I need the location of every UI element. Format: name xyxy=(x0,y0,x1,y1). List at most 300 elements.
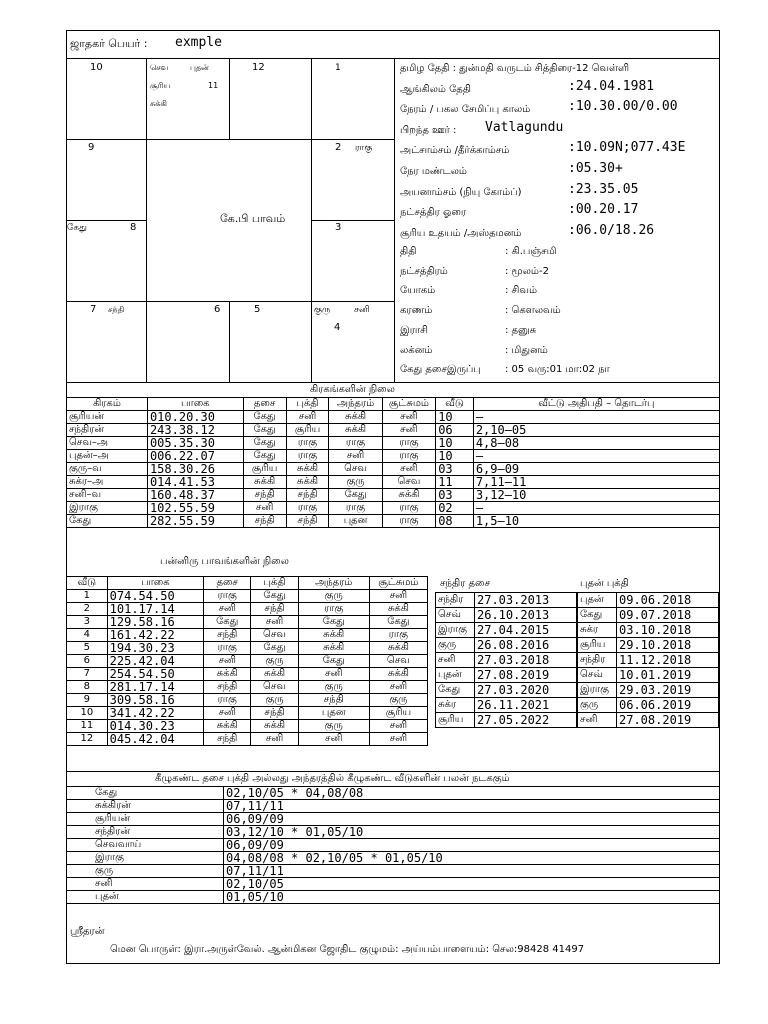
table-row xyxy=(578,623,719,638)
table-row xyxy=(67,642,428,655)
table-row xyxy=(436,623,577,638)
house-4: 4 xyxy=(334,322,341,333)
bhavas-cell: சனி xyxy=(251,733,298,746)
dasa-planet: சனி xyxy=(436,653,475,668)
table-row xyxy=(436,653,577,668)
detail-label: அயனாம்சம் (நியு கோம்ப்) xyxy=(400,186,522,198)
planets-cell: சுக்கி xyxy=(243,476,286,489)
planets-cell: புதன்–அ xyxy=(67,450,148,463)
dasa-planet: இராகு xyxy=(436,623,475,638)
planets-cell: 06 xyxy=(436,424,474,437)
chart-title: கே.பி பாவம் xyxy=(220,212,286,225)
planets-cell: சனி–வ xyxy=(67,489,148,502)
results-houses: 07,11/11 xyxy=(224,800,720,813)
table-row xyxy=(67,437,720,450)
detail-label: தமிழ தேதி : துன்மதி வருடம் சித்திரை-12 வெள்ளி xyxy=(400,63,630,74)
bhavas-cell: சந்தி xyxy=(204,629,251,642)
dasa-title: சந்திர தசை xyxy=(440,578,491,589)
house-9: 9 xyxy=(88,142,95,153)
detail-label: பிறந்த ஊர் : xyxy=(400,124,457,136)
signature: ஸ்ரீதரன் xyxy=(70,926,105,937)
bhavas-cell: ராகு xyxy=(204,642,251,655)
planets-cell: 005.35.30 xyxy=(147,437,243,450)
bhavas-cell: 10 xyxy=(67,707,108,720)
bhavas-cell: ராகு xyxy=(369,629,427,642)
detail-value: :10.30.00/0.00 xyxy=(568,99,678,115)
planets-cell: செவ xyxy=(329,463,382,476)
planets-cell: சனி xyxy=(382,463,436,476)
bhavas-cell: குரு xyxy=(298,720,369,733)
detail-value: :06.0/18.26 xyxy=(568,222,655,238)
dasa-date: 26.08.2016 xyxy=(475,638,577,653)
panchang-label: லக்னம் xyxy=(400,344,433,356)
bhavas-cell: செவ xyxy=(251,629,298,642)
detail-label: அட்சாம்சம் /தீர்க்காம்சம் xyxy=(400,145,510,157)
house-11-planet: சூரிய xyxy=(150,81,171,90)
house-11-planet: புதன் xyxy=(190,63,209,72)
detail-value: :00.20.17 xyxy=(568,202,639,218)
house-8-planet: கேது xyxy=(67,223,87,233)
planets-cell: 243.38.12 xyxy=(147,424,243,437)
house-8: 8 xyxy=(130,222,137,233)
table-row xyxy=(67,733,428,746)
bukthi-planet: சூரிய xyxy=(578,638,617,653)
planets-cell: சுக்கி xyxy=(286,463,329,476)
panchang-label: கரணம் xyxy=(400,305,433,317)
planets-cell: 010.20.30 xyxy=(147,411,243,424)
bhavas-cell: ராகு xyxy=(204,694,251,707)
bhavas-cell: கேது xyxy=(369,616,427,629)
name-label: ஜாதகர் பெயர் : xyxy=(70,37,148,50)
bukthi-title: புதன் புக்தி xyxy=(580,578,629,589)
planets-cell: 4,8–08 xyxy=(473,437,719,450)
detail-label: நேரம் / பகல சேமிப்பு காலம் xyxy=(400,104,531,116)
dasa-date: 27.04.2015 xyxy=(475,623,577,638)
bhavas-cell: 11 xyxy=(67,720,108,733)
planets-cell: – xyxy=(473,502,719,515)
table-row xyxy=(436,713,577,728)
house-3: 3 xyxy=(335,222,342,233)
table-row xyxy=(67,655,428,668)
bhavas-cell: சுக்கி xyxy=(369,668,427,681)
table-row xyxy=(67,865,720,878)
results-planet: சனி xyxy=(67,878,224,891)
bhavas-cell: சனி xyxy=(204,707,251,720)
panchang-label: கேது தசைஇருப்பு xyxy=(400,364,481,376)
dasa-planet: சுக்ர xyxy=(436,698,475,713)
planets-cell: 014.41.53 xyxy=(147,476,243,489)
bukthi-planet: இராகு xyxy=(578,683,617,698)
bhavas-cell: 254.54.50 xyxy=(107,668,203,681)
dasa-date: 27.03.2018 xyxy=(475,653,577,668)
planets-cell: செவ–அ xyxy=(67,437,148,450)
bhavas-cell: சுக்கி xyxy=(298,642,369,655)
planets-cell: 102.55.59 xyxy=(147,502,243,515)
planets-cell: சனி xyxy=(243,502,286,515)
bhavas-cell: சனி xyxy=(204,655,251,668)
bhavas-cell: குரு xyxy=(251,655,298,668)
bhavas-cell: சனி xyxy=(298,733,369,746)
table-row xyxy=(436,698,577,713)
table-row xyxy=(578,608,719,623)
detail-value: Vatlagundu xyxy=(485,119,564,135)
house-1: 1 xyxy=(335,63,341,73)
planets-cell: கேது xyxy=(243,411,286,424)
dasa-date: 27.03.2013 xyxy=(475,593,577,608)
house-5: 5 xyxy=(254,304,261,315)
bhavas-cell: சுக்கி xyxy=(204,668,251,681)
planets-cell: 282.55.59 xyxy=(147,515,243,528)
house-4-planet: சனி xyxy=(354,305,370,315)
detail-value: :05.30+ xyxy=(568,161,623,176)
bhavas-cell: சூரிய xyxy=(369,707,427,720)
panchang-label: இராசி xyxy=(400,324,428,336)
table-row xyxy=(578,713,719,728)
detail-label: நட்சத்திர ஓரை xyxy=(400,207,466,219)
bhavas-cell: சுக்கி xyxy=(369,603,427,616)
bhavas-cell: கேது xyxy=(298,616,369,629)
bukthi-table xyxy=(577,592,719,728)
bukthi-planet: சந்திர xyxy=(578,653,617,668)
planets-cell: ராகு xyxy=(382,450,436,463)
results-planet: சுக்கிரன் xyxy=(67,800,224,813)
planets-cell: ராகு xyxy=(382,437,436,450)
bhavas-cell: 6 xyxy=(67,655,108,668)
bhavas-cell: 194.30.23 xyxy=(107,642,203,655)
results-planet: இராகு xyxy=(67,852,224,865)
panchang-value: : மூலம்-2 xyxy=(505,265,549,277)
planets-cell: 158.30.26 xyxy=(147,463,243,476)
bhavas-header: வீடு xyxy=(67,577,108,590)
planets-cell: 006.22.07 xyxy=(147,450,243,463)
house-4-planet: குரு xyxy=(314,305,331,315)
results-planet: கேது xyxy=(67,787,224,800)
planets-cell: கேது xyxy=(67,515,148,528)
bukthi-date: 29.03.2019 xyxy=(617,683,719,698)
planets-cell: சனி xyxy=(286,411,329,424)
table-row xyxy=(67,616,428,629)
results-houses: 01,05/10 xyxy=(224,891,720,904)
planets-header: புக்தி xyxy=(286,398,329,411)
table-row xyxy=(67,463,720,476)
planets-cell: கேது xyxy=(243,450,286,463)
bhavas-cell: புதன xyxy=(298,707,369,720)
dasa-date: 26.10.2013 xyxy=(475,608,577,623)
planets-cell: சூரிய xyxy=(243,463,286,476)
bhavas-header: புக்தி xyxy=(251,577,298,590)
table-row xyxy=(436,668,577,683)
bukthi-date: 09.06.2018 xyxy=(617,593,719,608)
bhavas-cell: செவ xyxy=(251,681,298,694)
planets-cell: சூரியன் xyxy=(67,411,148,424)
table-row xyxy=(67,826,720,839)
planets-header: தசை xyxy=(243,398,286,411)
bhavas-cell: கேது xyxy=(251,642,298,655)
bhavas-cell: 045.42.04 xyxy=(107,733,203,746)
table-row xyxy=(67,629,428,642)
planets-cell: – xyxy=(473,450,719,463)
planets-cell: சனி xyxy=(382,411,436,424)
results-houses: 04,08/08 * 02,10/05 * 01,05/10 xyxy=(224,852,720,865)
bhavas-cell: சுக்கி xyxy=(251,720,298,733)
panchang-value: : தனுசு xyxy=(505,324,537,336)
planets-cell: கேது xyxy=(243,424,286,437)
house-12: 12 xyxy=(252,62,265,73)
table-row xyxy=(578,683,719,698)
bukthi-planet: செவ் xyxy=(578,668,617,683)
bukthi-date: 10.01.2019 xyxy=(617,668,719,683)
bhavas-cell: சந்தி xyxy=(298,694,369,707)
bhavas-header: பாகை xyxy=(107,577,203,590)
bhavas-cell: 9 xyxy=(67,694,108,707)
bukthi-date: 06.06.2019 xyxy=(617,698,719,713)
header-divider xyxy=(66,58,720,59)
bhavas-cell: சனி xyxy=(251,616,298,629)
planets-cell: 03 xyxy=(436,489,474,502)
bhavas-cell: செவ xyxy=(369,655,427,668)
bhavas-cell: 4 xyxy=(67,629,108,642)
planets-cell: சந்தி xyxy=(286,515,329,528)
table-row xyxy=(67,839,720,852)
planets-cell: சனி xyxy=(382,424,436,437)
detail-value: :24.04.1981 xyxy=(568,78,655,94)
bukthi-planet: கேது xyxy=(578,608,617,623)
bhavas-cell: சனி xyxy=(204,603,251,616)
dasa-date: 27.08.2019 xyxy=(475,668,577,683)
dasa-table xyxy=(435,592,577,728)
planets-cell: சந்தி xyxy=(243,489,286,502)
bhavas-cell: சனி xyxy=(298,668,369,681)
planets-header: வீடு xyxy=(436,398,474,411)
planets-cell: ராகு xyxy=(329,502,382,515)
bhavas-cell: சுக்கி xyxy=(251,668,298,681)
planets-cell: ராகு xyxy=(382,502,436,515)
bhavas-cell: சந்தி xyxy=(251,707,298,720)
planets-header: கிரகம் xyxy=(67,398,148,411)
table-row xyxy=(67,603,428,616)
panchang-value: : கி.பஞ்சமி xyxy=(505,246,557,257)
table-row xyxy=(578,698,719,713)
results-planet: சூரியன் xyxy=(67,813,224,826)
bhavas-cell: 309.58.16 xyxy=(107,694,203,707)
planets-cell: குரு xyxy=(329,476,382,489)
name-value: exmple xyxy=(175,35,222,50)
panchang-label: யோகம் xyxy=(400,285,436,297)
bhavas-cell: 1 xyxy=(67,590,108,603)
bhavas-cell: 129.58.16 xyxy=(107,616,203,629)
results-houses: 02,10/05 * 04,08/08 xyxy=(224,787,720,800)
table-row xyxy=(67,450,720,463)
detail-label: ஆங்கிலம் தேதி xyxy=(400,83,471,95)
table-row xyxy=(67,707,428,720)
dasa-date: 26.11.2021 xyxy=(475,698,577,713)
bhavas-cell: சனி xyxy=(369,733,427,746)
results-title: கீழுகண்ட தசை புக்தி அல்லது அந்தரத்தில் கீழுகண்ட வீடுகளின் பலன் நடககும் xyxy=(155,773,510,784)
planets-cell: சுக்கி xyxy=(329,424,382,437)
bhavas-cell: 014.30.23 xyxy=(107,720,203,733)
panchang-value: : சிவம் xyxy=(505,285,537,297)
bhavas-cell: சந்தி xyxy=(204,681,251,694)
bhavas-cell: 074.54.50 xyxy=(107,590,203,603)
bhavas-cell: ராகு xyxy=(204,590,251,603)
planets-cell: சுக்கி xyxy=(382,489,436,502)
table-row xyxy=(578,668,719,683)
bhavas-title: பன்னிரு பாவங்களின் நிலை xyxy=(160,556,289,567)
planets-cell: ராகு xyxy=(286,502,329,515)
house-7: 7 xyxy=(90,304,97,315)
bhavas-cell: குரு xyxy=(251,694,298,707)
planets-cell: 10 xyxy=(436,411,474,424)
bhavas-table xyxy=(66,576,428,746)
dasa-planet: செவ் xyxy=(436,608,475,623)
results-houses: 03,12/10 * 01,05/10 xyxy=(224,826,720,839)
bhavas-cell: சந்தி xyxy=(251,603,298,616)
table-row xyxy=(67,813,720,826)
bukthi-planet: குரு xyxy=(578,698,617,713)
house-11-number: 11 xyxy=(208,81,219,90)
house-6: 6 xyxy=(214,304,221,315)
table-row xyxy=(578,653,719,668)
results-houses: 06,09/09 xyxy=(224,813,720,826)
planets-cell: 6,9–09 xyxy=(473,463,719,476)
table-row xyxy=(436,638,577,653)
planets-cell: சுக்கி xyxy=(329,411,382,424)
table-row xyxy=(67,489,720,502)
planets-cell: ராகு xyxy=(382,515,436,528)
table-row xyxy=(67,694,428,707)
bhavas-cell: கேது xyxy=(204,616,251,629)
results-houses: 07,11/11 xyxy=(224,865,720,878)
panchang-value: : 05 வரு:01 மா:02 நா xyxy=(505,364,610,376)
table-row xyxy=(67,720,428,733)
planets-cell: சந்திரன் xyxy=(67,424,148,437)
software-credit: மென பொருள்: இரா.அருள்வேல். ஆன்மிகன ஜோதிட குழுமம்: அய்யம்பாளையம்: செல:98428 41497 xyxy=(110,944,585,955)
planets-cell: 2,10–05 xyxy=(473,424,719,437)
planets-cell: ராகு xyxy=(286,437,329,450)
bukthi-planet: புதன் xyxy=(578,593,617,608)
planets-header: சூட்சுமம் xyxy=(382,398,436,411)
bukthi-planet: சனி xyxy=(578,713,617,728)
panchang-label: நட்சத்திரம் xyxy=(400,265,448,277)
planets-cell: 7,11–11 xyxy=(473,476,719,489)
planets-cell: சுக்ர–அ xyxy=(67,476,148,489)
table-row xyxy=(67,878,720,891)
planets-cell: இராகு xyxy=(67,502,148,515)
bhavas-cell: ராகு xyxy=(298,603,369,616)
planets-cell: புதன xyxy=(329,515,382,528)
results-planet: புதன் xyxy=(67,891,224,904)
planets-cell: 10 xyxy=(436,437,474,450)
dasa-planet: சூரிய xyxy=(436,713,475,728)
bhavas-cell: 225.42.04 xyxy=(107,655,203,668)
planets-header: பாகை xyxy=(147,398,243,411)
bhavas-header: தசை xyxy=(204,577,251,590)
planets-cell: சனி xyxy=(329,450,382,463)
planets-cell: ராகு xyxy=(329,437,382,450)
bhavas-cell: சனி xyxy=(369,720,427,733)
bhavas-cell: குரு xyxy=(298,590,369,603)
dasa-date: 27.05.2022 xyxy=(475,713,577,728)
dasa-planet: கேது xyxy=(436,683,475,698)
table-row xyxy=(67,476,720,489)
bukthi-planet: சுக்ர xyxy=(578,623,617,638)
bhavas-cell: 341.42.22 xyxy=(107,707,203,720)
planets-cell: – xyxy=(473,411,719,424)
table-row xyxy=(578,638,719,653)
bhavas-cell: குரு xyxy=(298,681,369,694)
planets-cell: கேது xyxy=(329,489,382,502)
dasa-planet: சந்திர xyxy=(436,593,475,608)
planets-cell: 10 xyxy=(436,450,474,463)
bhavas-cell: 2 xyxy=(67,603,108,616)
table-row xyxy=(67,515,720,528)
planets-cell: சுக்கி xyxy=(286,476,329,489)
bhavas-cell: 101.17.14 xyxy=(107,603,203,616)
planets-cell: 3,12–10 xyxy=(473,489,719,502)
bhavas-cell: 161.42.22 xyxy=(107,629,203,642)
table-row xyxy=(67,681,428,694)
table-row xyxy=(436,608,577,623)
dasa-planet: குரு xyxy=(436,638,475,653)
bukthi-date: 27.08.2019 xyxy=(617,713,719,728)
bhavas-cell: சனி xyxy=(369,681,427,694)
table-row xyxy=(67,787,720,800)
bhavas-cell: சுக்கி xyxy=(204,720,251,733)
bhavas-cell: 3 xyxy=(67,616,108,629)
bhavas-cell: சனி xyxy=(369,590,427,603)
table-row xyxy=(67,502,720,515)
planets-cell: கேது xyxy=(243,437,286,450)
planets-cell: 02 xyxy=(436,502,474,515)
planets-cell: 160.48.37 xyxy=(147,489,243,502)
bhavas-cell: 281.17.14 xyxy=(107,681,203,694)
panchang-value: : மிதுனம் xyxy=(505,344,548,356)
planets-header: வீட்டு அதிபதி – தொடர்பு xyxy=(473,398,719,411)
panchang-value: : கௌலவம் xyxy=(505,305,561,317)
panchang-label: திதி xyxy=(400,246,417,257)
detail-value: :10.09N;077.43E xyxy=(568,140,686,156)
bukthi-date: 11.12.2018 xyxy=(617,653,719,668)
table-row xyxy=(67,411,720,424)
bhavas-cell: கேது xyxy=(298,655,369,668)
planets-cell: 11 xyxy=(436,476,474,489)
house-11-planet: செவ xyxy=(150,63,169,72)
detail-label: சூரிய உதயம் /அஸ்தமனம் xyxy=(400,227,522,239)
table-row xyxy=(67,590,428,603)
table-row xyxy=(578,593,719,608)
bhavas-cell: சுக்கி xyxy=(298,629,369,642)
dasa-date: 27.03.2020 xyxy=(475,683,577,698)
planets-table xyxy=(66,397,720,528)
results-planet: சந்திரன் xyxy=(67,826,224,839)
table-row xyxy=(67,424,720,437)
bukthi-date: 03.10.2018 xyxy=(617,623,719,638)
bhavas-cell: 7 xyxy=(67,668,108,681)
house-10: 10 xyxy=(90,62,103,73)
bhavas-cell: 12 xyxy=(67,733,108,746)
planets-cell: செவ xyxy=(382,476,436,489)
results-table xyxy=(66,786,720,904)
results-planet: குரு xyxy=(67,865,224,878)
planets-cell: சந்தி xyxy=(286,489,329,502)
bhavas-cell: குரு xyxy=(369,694,427,707)
planets-cell: ராகு xyxy=(286,450,329,463)
bukthi-date: 29.10.2018 xyxy=(617,638,719,653)
planets-cell: சூரிய xyxy=(286,424,329,437)
results-planet: செவவாய் xyxy=(67,839,224,852)
planets-cell: 1,5–10 xyxy=(473,515,719,528)
bhavas-cell: 8 xyxy=(67,681,108,694)
